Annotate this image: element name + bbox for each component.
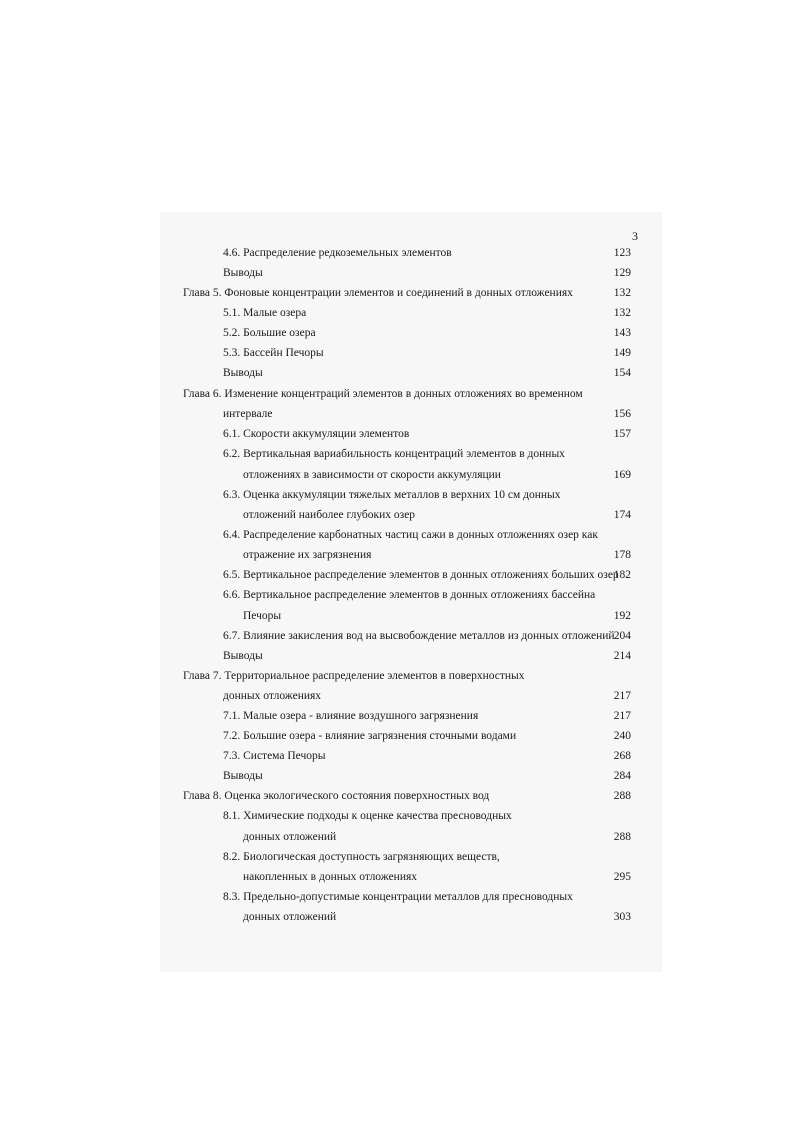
toc-entry-page: 156 (613, 408, 631, 420)
toc-entry-page: 192 (613, 610, 631, 622)
toc-entry-page: 217 (613, 710, 631, 722)
toc-entry-continuation (0, 869, 795, 885)
toc-entry-page: 129 (613, 267, 631, 279)
toc-entry-title: 7.2. Большие озера - влияние загрязнения сточными водами (223, 730, 517, 742)
toc-entry-title: Глава 6. Изменение концентраций элементов в донных отложениях во временном (183, 388, 583, 400)
toc-entry (0, 305, 795, 321)
toc-entry-title: 5.3. Бассейн Печоры (223, 347, 324, 359)
toc-entry (0, 245, 795, 261)
toc-entry-title: накопленных в донных отложениях (243, 871, 418, 883)
toc-entry-title: Выводы (223, 770, 263, 782)
toc-entry-page: 178 (613, 549, 631, 561)
toc-entry (0, 426, 795, 442)
toc-entry-title: донных отложениях (223, 690, 322, 702)
toc-entry (0, 849, 795, 865)
toc-entry-title: 7.3. Система Печоры (223, 750, 326, 762)
toc-entry-page: 132 (613, 287, 631, 299)
toc-entry (0, 808, 795, 824)
toc-entry-title: отложений наиболее глубоких озер (243, 509, 416, 521)
toc-entry-continuation (0, 909, 795, 925)
toc-entry-continuation (0, 406, 795, 422)
toc-entry-title: 8.1. Химические подходы к оценке качества пресноводных (223, 810, 512, 822)
toc-entry-title: 4.6. Распределение редкоземельных элементов (223, 247, 452, 259)
toc-entry (0, 487, 795, 503)
toc-entry-title: Выводы (223, 650, 263, 662)
toc-entry-continuation (0, 507, 795, 523)
toc-entry-title: донных отложений (243, 911, 337, 923)
toc-entry-page: 217 (613, 690, 631, 702)
toc-entry (0, 728, 795, 744)
toc-entry-title: Выводы (223, 267, 263, 279)
toc-entry (0, 567, 795, 583)
toc-entry-continuation (0, 608, 795, 624)
toc-entry-page: 143 (613, 327, 631, 339)
toc-entry (0, 345, 795, 361)
toc-entry-page: 268 (613, 750, 631, 762)
toc-entry-page: 288 (613, 831, 631, 843)
toc-entry-page: 214 (613, 650, 631, 662)
toc-entry-continuation (0, 688, 795, 704)
toc-entry-page: 284 (613, 770, 631, 782)
toc-entry-page: 174 (613, 509, 631, 521)
toc-entry (0, 768, 795, 784)
toc-entry (0, 325, 795, 341)
toc-entry-title: 5.2. Большие озера (223, 327, 316, 339)
toc-entry-title: 7.1. Малые озера - влияние воздушного загрязнения (223, 710, 479, 722)
toc-entry-page: 132 (613, 307, 631, 319)
toc-chapter (0, 386, 795, 402)
toc-entry-page: 154 (613, 367, 631, 379)
toc-entry-page: 240 (613, 730, 631, 742)
toc-entry-title: 6.5. Вертикальное распределение элементов в донных отложениях больших озер (223, 569, 619, 581)
toc-entry-page: 204 (613, 630, 631, 642)
toc-entry-title: Печоры (243, 610, 282, 622)
toc-entry-page: 169 (613, 469, 631, 481)
toc-entry (0, 708, 795, 724)
toc-entry (0, 587, 795, 603)
toc-entry (0, 527, 795, 543)
toc-entry-title: 6.7. Влияние закисления вод на высвобождение металлов из донных отложений (223, 630, 615, 642)
toc-entry (0, 748, 795, 764)
toc-entry (0, 628, 795, 644)
toc-entry-title: 6.3. Оценка аккумуляции тяжелых металлов в верхних 10 см донных (223, 489, 561, 501)
toc-entry-page: 182 (613, 569, 631, 581)
toc-entry-title: 6.1. Скорости аккумуляции элементов (223, 428, 410, 440)
toc-entry-page: 295 (613, 871, 631, 883)
toc-chapter (0, 668, 795, 684)
toc-entry-title: 6.2. Вертикальная вариабильность концентраций элементов в донных (223, 448, 565, 460)
toc-entry (0, 365, 795, 381)
toc-entry-continuation (0, 829, 795, 845)
toc-entry (0, 648, 795, 664)
toc-entry (0, 265, 795, 281)
toc-entry-continuation (0, 547, 795, 563)
toc-entry-title: Глава 7. Территориальное распределение элементов в поверхностных (183, 670, 525, 682)
toc-entry-page: 149 (613, 347, 631, 359)
toc-entry-title: 6.6. Вертикальное распределение элементов в донных отложениях бассейна (223, 589, 596, 601)
toc-chapter (0, 285, 795, 301)
toc-entry-title: Выводы (223, 367, 263, 379)
toc-entry-title: интервале (223, 408, 273, 420)
toc-entry-title: донных отложений (243, 831, 337, 843)
toc-entry-title: 5.1. Малые озера (223, 307, 307, 319)
toc-entry-title: 8.2. Биологическая доступность загрязняющих веществ, (223, 851, 500, 863)
toc-entry-title: Глава 5. Фоновые концентрации элементов и соединений в донных отложениях (183, 287, 573, 299)
toc-entry-title: 6.4. Распределение карбонатных частиц сажи в донных отложениях озер как (223, 529, 598, 541)
toc-entry-title: отражение их загрязнения (243, 549, 372, 561)
toc-entry (0, 446, 795, 462)
toc-entry-page: 123 (613, 247, 631, 259)
toc-entry-page: 157 (613, 428, 631, 440)
toc-entry-title: 8.3. Предельно-допустимые концентрации металлов для пресноводных (223, 891, 573, 903)
toc-entry-continuation (0, 467, 795, 483)
toc-entry (0, 889, 795, 905)
page-number: 3 (632, 229, 638, 243)
toc-entry-title: отложениях в зависимости от скорости аккумуляции (243, 469, 501, 481)
toc-entry-page: 303 (613, 911, 631, 923)
toc-entry-title: Глава 8. Оценка экологического состояния поверхностных вод (183, 790, 490, 802)
toc-chapter (0, 788, 795, 804)
toc-entry-page: 288 (613, 790, 631, 802)
